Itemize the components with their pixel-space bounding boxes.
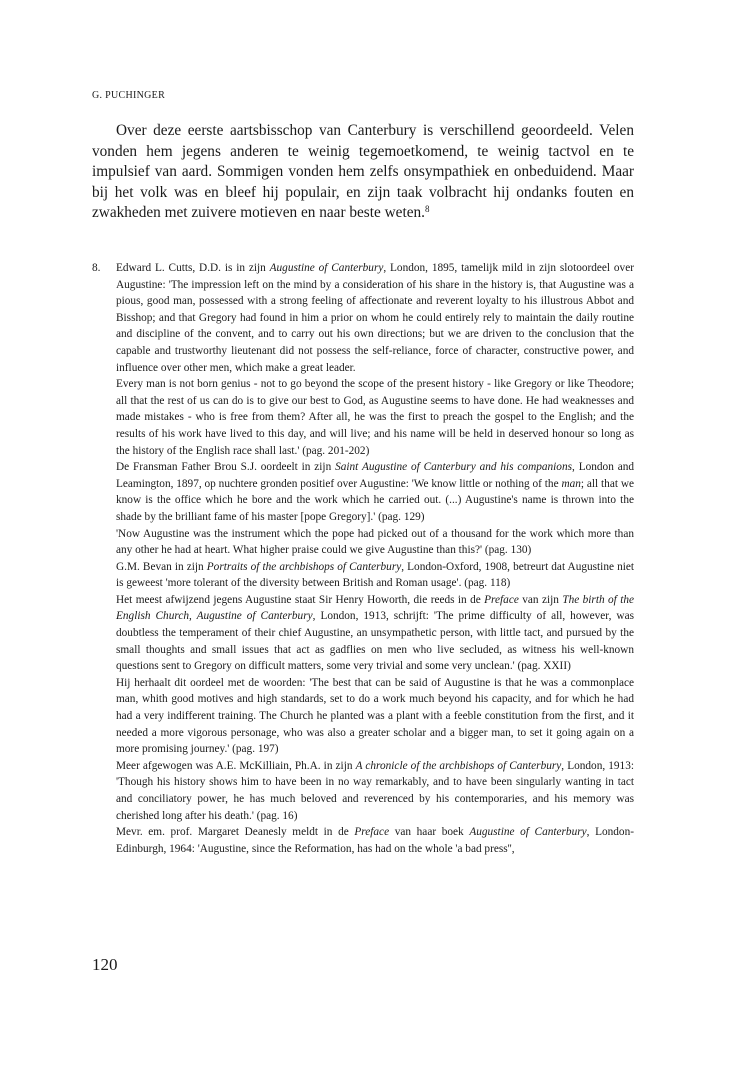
cited-title: Augustine of Canterbury	[269, 262, 384, 274]
footnote	[92, 260, 634, 857]
footnote-text: Meer afgewogen was A.E. McKilliain, Ph.A. in zijn	[116, 759, 356, 772]
running-head: G. PUCHINGER	[92, 90, 166, 101]
cited-title: Augustine of Canterbury	[469, 826, 587, 839]
footnote-paragraph	[116, 526, 634, 559]
footnote-text: De Fransman Father Brou S.J. oordeelt in zijn	[116, 461, 336, 474]
footnote-text: ; all that we know is the office which he bore and the work which he carried out. (...) Augustine's name is thrown into the shade by the brilliant fame of his master [pope Gregory].' (pag. 129)	[116, 477, 634, 523]
footnote-text: , London, 1913: 'Though his history shows him to have been in no way remarkably, and to have been singularly wanting in tact and conciliatory power, he has much beloved and reverenced by his contemporaries, and his memory was cherished long after his death.' (pag. 16)	[116, 759, 634, 822]
body-paragraph	[92, 121, 634, 224]
footnote-text: Hij herhaalt dit oordeel met de woorden: 'The best that can be said of Augustine is that he was a commonplace man, whith good motives and high standards, set to do a work much beyond his capacity, and for which he had had a very indifferent training. The Church he planted was a plant with a feeble constitution from the first, and it needed a more vigorous personage, who was also a greater scholar and a bigger man, to set it going again on a more promising journey.' (pag. 197)	[116, 676, 634, 756]
footnote-paragraph	[116, 824, 634, 857]
footnote-text: Het meest afwijzend jegens Augustine staat Sir Henry Howorth, die reeds in de	[116, 593, 485, 606]
body-text: Over deze eerste aartsbisschop van Canterbury is verschillend geoordeeld. Velen vonden hem jegens anderen te weinig tegemoetkomend, te weinig tactvol en te impulsief van aard. Sommigen vonden hem zelfs onsympathiek en onbeduidend. Maar bij het volk was en bleef hij populair, en zijn taak volbracht hij ondanks fouten en zwakheden met zuivere motieven en naar beste weten.	[92, 122, 634, 222]
footnote-paragraph	[116, 592, 634, 675]
cited-title: Preface	[484, 593, 519, 606]
footnote-text: , London-Edinburgh, 1964: 'Augustine, since the Reformation, has had on the whole 'a bad press'',	[116, 826, 634, 855]
footnote-text: Mevr. em. prof. Margaret Deanesly meldt in de	[116, 826, 355, 839]
cited-title: Preface	[354, 826, 390, 839]
footnote-paragraph	[116, 260, 634, 376]
footnote-text: van zijn	[518, 593, 563, 606]
footnote-paragraph	[116, 376, 634, 459]
footnote-text: , London, 1895, tamelijk mild in zijn slotoordeel over Augustine: 'The impression left on the mind by a consideration of his share in the history is, that Augustine was a pious, good man, possessed with a strong feeling of affectionate and reverent loyalty to his illustrous Abbot and Bisshop; and that Gregory had found in him a prior on whom he could entirely rely to maintain the daily routine and discipline of the convent, and to carry out his own directions; but we are driven to the conclusion that the capable and trustworthy lieutenant did not possess the self-reliance, force of character, constructive power, and influence over other men, which make a great leader.	[116, 262, 634, 374]
footnote-text: van haar boek	[389, 826, 470, 839]
footnote-paragraph	[116, 559, 634, 592]
footnote-text: Edward L. Cutts, D.D. is in zijn	[116, 262, 270, 274]
footnote-text: , London-Oxford, 1908, betreurt dat Augustine niet is geweest 'more tolerant of the diversity between British and Roman usage'. (pag. 118)	[116, 560, 635, 590]
footnote-text: , London, 1913, schrijft: 'The prime difficulty of all, however, was doubtless the temperament of their chief Augustine, an unsympathetic person, with little tact, and pursued by the small thoughts and small issues that act as gadflies on men who live secluded, as witness his well-known questions sent to Gregory on difficult matters, some very trivial and some very unclean.' (pag. XXII)	[116, 610, 634, 673]
footnote-paragraph	[116, 459, 634, 525]
footnote-number: 8.	[92, 262, 101, 274]
footnote-text: Every man is not born genius - not to go beyond the scope of the present history - like Gregory or like Theodore; all that the rest of us can do is to give our best to God, as Augustine seems to have done. He had weaknesses and made mistakes - who is free from them? After all, he was the first to preach the gospel to the English; and the results of his work have lived to this day, and will live; and his name will be held in deserved honour so long as the history of the English race shall last.' (pag. 201-202)	[116, 378, 634, 457]
cited-title: Portraits of the archbishops of Canterbury	[206, 560, 402, 573]
footnote-paragraph	[116, 675, 634, 758]
footnote-text: , London and Leamington, 1897, op nuchtere gronden positief over Augustine: 'We know little or nothing of the	[116, 461, 635, 490]
footnote-paragraph	[116, 758, 634, 824]
footnote-reference[interactable]: 8	[424, 204, 430, 215]
page-number: 120	[92, 955, 118, 974]
footnote-text: G.M. Bevan in zijn	[116, 560, 207, 573]
footnote-text: 'Now Augustine was the instrument which the pope had picked out of a thousand for the work which more than any other he had at heart. What higher praise could we give Augustine than this?' (pag. 130)	[116, 527, 634, 557]
cited-title: A chronicle of the archbishops of Canterbury	[355, 759, 562, 772]
footnote-body	[116, 260, 634, 857]
cited-title: Saint Augustine of Canterbury and his companions	[335, 461, 573, 474]
cited-title: The birth of the English Church, Augustine of Canterbury	[116, 593, 634, 623]
cited-title: man	[561, 477, 581, 490]
